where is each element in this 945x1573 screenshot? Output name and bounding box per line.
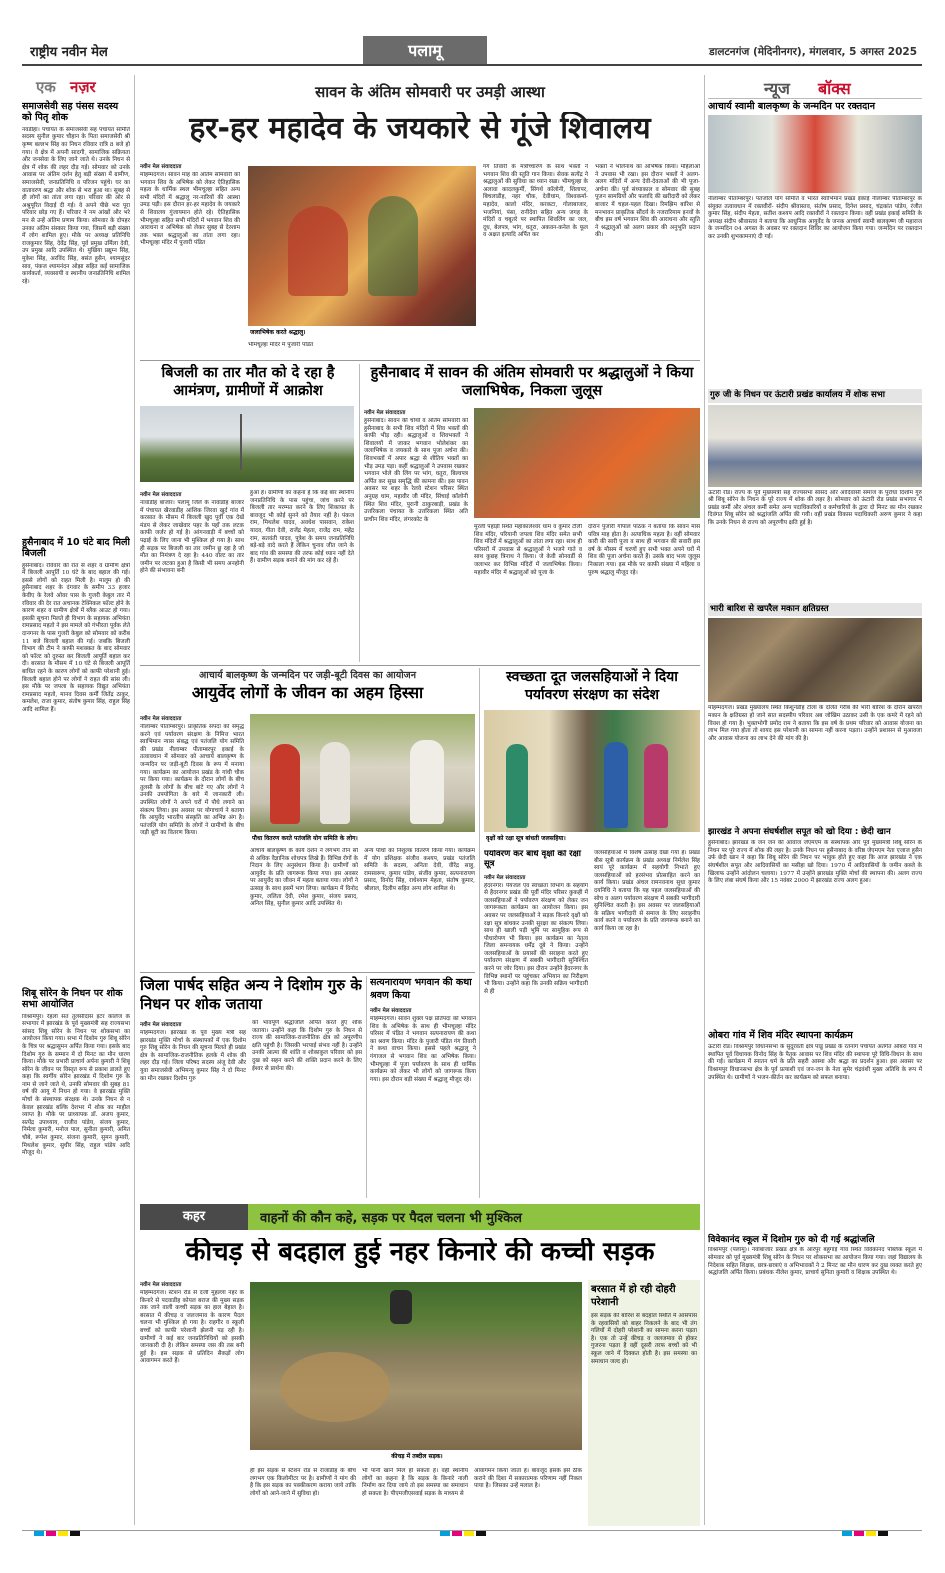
masthead (22, 36, 922, 66)
registration-marks-right (842, 1530, 902, 1536)
zila-headline: जिला पार्षद सहित अन्य ने दिशोम गुरु के निधन पर शोक जताया (140, 976, 362, 1013)
sidebar-title: बरसात में हो रही दोहरी परेशानी (591, 1284, 676, 1308)
nahar-photo (250, 1282, 582, 1450)
swachhta-story (484, 668, 700, 1198)
swachhta-subhead: पर्यावरण कर बांधे वृक्षों को रक्षा सूत्र (484, 850, 581, 869)
bijli-headline: बिजली का तार मौत को दे रहा है आमंत्रण, ग्रामीणों में आक्रोश (161, 365, 335, 399)
news-box-header (708, 75, 922, 99)
registration-marks-left (34, 1530, 94, 1536)
story-body: मोहम्मदगंज। प्रखंड मुख्यालय स्थित किशुनडीह टोला के दलित गरीब की भारी बारिश के दौरान खपरैल मकान के क्षतिग्रस्त हो जाने सात सदस्यीय परिवार अब जोखिम उठाकर उसी के एक कमरे में रहने को विवश हो गया है। भुक्तभोगी प्रमोद राम ने बताया कि इस वर्ष के प्रथम परिवार को आवास योजना का लाभ मिल गया होता तो शायद इस परेशानी का सामना नहीं करना पड़ता। उन्होंने प्रशासन से मुआवजा और आवास योजना का लाभ देने की मांग की है। (708, 705, 922, 742)
ayurved-kicker: आचार्य बालकृष्ण के जन्मदिन पर जड़ी-बूटी दिवस का आयोजन (198, 670, 416, 681)
story-body: ऊंटारी रोड। राज्य के पूर्व मुख्यमंत्री सह राज्यसभा सांसद और आदिवासी समाज के पुरोधा दिशोम गुरु श्री शिबू सोरेन के निधन के पूरे राज्य में शोक की लहर है। सोमवार को ऊंटारी रोड प्रखंड सभागार में प्रखंड कर्मी और अंचल कर्मी समेत अन्य पदाधिकारियों व कर्मचारियों के द्वारा दो मिनट का मौन रखकर दिवंगत शिबू सोरेन को श्रद्धांजलि अर्पित की गयी। वहीं प्रखंड विकास पदाधिकारी अरुण कुमार ने कहा कि उनके निधन से राज्य को अपूरणीय क्षति हुई है। (708, 489, 922, 527)
byline: नवीन मेल संवाददाता (484, 874, 526, 881)
husainabad-story (364, 364, 700, 662)
story-body: हुसैनाबाद। रविवार की रात से शहर व ग्रामीण क्षेत्रों में बिजली आपूर्ति 10 घंटे के बाद बहाल की गई। इससे लोगों को राहत मिली है। मालूम हो की हुसैनाबाद शहर के दंगवार के समीप 33 हजार केवीए के रेलवे ओवर पास के गुजरी केबुल तार में रविवार की देर रात अचानक टेक्निकल फॉल्ट होने के कारण शहर व ग्रामीण क्षेत्रों में ब्लैक आउट हो गया। इसकी सूचना मिलते ही विभाग के सहायक अभियंता रामप्रसाद महतो ने इस मामले को गंभीरता पूर्वक लेते दानगनर के पास गुजरी केबुल को सोमवार को करीब 11 बजे बिजली बहाल की गई। जबकि बिजली विभाग की टीम ने काफी मशक्कत के बाद सोमवार को फॉल्ट को दुरुस्त कर बिजली आपूर्ति बहाल कर दी। बरसात के मौसम में 10 घंटे से बिजली आपूर्ति बाधित रहने के कारण लोगों को काफी परेशानी हुई। बिजली बहाल होने पर लोगों ने राहत की सांस ली। इस मौके पर जपला के सहायक विद्युत अभियंता रामप्रसाद महतो, मानव दिवस कर्मी जितेंद्र ठाकुर, कमलेश, राजा कुमार, संतोष कुमार सिंह, राहुल सिंह आदि शामिल हैं। (22, 562, 130, 713)
photo-caption: पौधा वितरण करते पतंजलि योग समिति के लोग। (252, 835, 358, 842)
section-title: पलामू (408, 41, 442, 60)
nahar-sidebar (588, 1280, 700, 1526)
divider (140, 972, 475, 973)
sidebar-body: इस सड़क की बारिश से बदहाल स्थिति में आसपास के रहवासियों को बाहर निकलने के बाद भी तंग गलियों में दोहरी परेशानी का सामना करना पड़ता है। एक तो उन्हें कीचड़ व जलजमाव से होकर गुजरना पड़ता है वहीं दूसरी तरफ बच्चों को भी स्कूल जाने में दिक्कत होती है। इस समस्या का समाधान जल्द हो। (591, 1313, 697, 1365)
registration-swatch (476, 1530, 486, 1536)
story-title: झारखंड ने अपना संघर्षशील सपूत को खो दिया : छेदी खान (708, 827, 891, 838)
registration-swatch (464, 1530, 474, 1536)
swachhta-photo (484, 710, 700, 832)
ayurved-col1: नीलाम्बर पीताम्बरपुर। प्राकृतिक संपदा को समृद्ध करने एवं पर्यावरण संरक्षण के निमित्त भारत स्वाभिमान न्यास संबद्ध एवं पतंजलि योग समिति की प्रखंड नीलाम्बर पीताम्बरपुर इकाई के तत्वावधान में सोमवार को आचार्य बालकृष्ण के जन्मदिन पर जड़ी-बूटी दिवस के रूप में मनाया गया। कार्यक्रम का आयोजन प्रखंड के गांधी चौक पर किया गया। कार्यक्रम के दौरान लोगों के बीच तुलसी के लोगों के बीच बांटे गए और लोगों ने उनकी उपयोगिता के बारे में जानकारी ली। उपस्थित लोगों ने अपने घरों में पौधे लगाने का संकल्प लिया। इस अवसर पर योगाचार्य ने बताया कि आयुर्वेद भारतीय संस्कृति का अभिन्न अंग है। पतंजलि योग समिति के लोगों ने ग्रामीणों के बीच जड़ी बूटी का वितरण किया। (140, 724, 244, 837)
story-title: भारी बारिश से खपरैल मकान क्षतिग्रस्त (708, 603, 922, 617)
swachhta-col1: हैदरनगर। पेयजल एवं स्वच्छता विभाग के सहयोग से हैदरनगर प्रखंड की पूर्वी मंदिर परिसर कुकही में जलसहियाओं ने पर्यावरण संरक्षण को लेकर जन जागरूकता कार्यक्रम का आयोजन किया। इस अवसर पर जलसहियाओं ने सड़क किनारे वृक्षों को रक्षा सूत्र बांधकर उनकी सुरक्षा का संकल्प लिया। साथ ही खाली पड़ी भूमि पर सामूहिक रूप से पौधारोपण भी किया। इस कार्यक्रम का नेतृत्व जिला समन्वयक धर्मेंद्र दूबे ने किया। उन्होंने जलसहियाओं के प्रयासों की सराहना करते हुए पर्यावरण संरक्षण में सबकी भागीदारी सुनिश्चित करने पर जोर दिया। इस दौरान उन्होंने हैदरनगर के विभिन्न स्थानों पर पहुंचकर अभियान का निरीक्षण भी किया। उन्होंने कहा कि उनकी सक्रिय भागीदारी से ही (484, 882, 588, 995)
nahar-headline: कीचड़ से बदहाल हुई नहर किनारे की कच्ची सड़क (185, 1238, 655, 1267)
column-divider (134, 75, 135, 1525)
ayurved-story (140, 668, 475, 970)
bijli-story (140, 364, 356, 662)
husainabad-headline: हुसैनाबाद में सावन की अंतिम सोमवारी पर श्रद्धालुओं ने किया जलाभिषेक, निकला जुलूस (370, 365, 694, 399)
column-divider (359, 364, 360, 662)
blood-donation-photo (708, 115, 922, 193)
nahar-col2: ही इस सड़क से स्टेशन रोड से राजाडीह के बीच लगभग एक किलोमीटर पर है। ग्रामीणों ने मांग की है कि इस सड़क का पक्कीकरण कराया जाये ताकि लोगों को आने-जाने में सुविधा हो। (250, 1468, 356, 1497)
kicker-place: कहर (182, 1209, 206, 1224)
story-body: ऊंटारी रोड। विश्रामपुर विधानसभा के सुदूरवर्ती क्षेत्र पांडु प्रखंड के रतनाग पंचायत अंतर्गत ओबरा गांव में स्थापित पूर्व विधायक विनोद सिंह के पैतृक आवास पर शिव मंदिर की स्थापना पूरे विधि-विधान के साथ की गई। कार्यक्रम में स्नातन धर्म के प्रति सहरी आस्था और श्रद्धा का प्रदर्शन हुआ। इस अवसर पर विश्रामपुर विधानसभा क्षेत्र के पूर्व प्रत्याशी एवं जन-जन के नेता सुमेर चंद्रवंशी मुख्य अतिथि के रूप में उपस्थित थे। ग्रामीणों ने भजन-कीर्तन कर कार्यक्रम को सफल बनाया। (708, 1044, 922, 1081)
lead-kicker: सावन के अंतिम सोमवारी पर उमड़ी आस्था (315, 83, 545, 101)
swachhta-headline: स्वच्छता दूत जलसहियाओं ने दिया पर्यावरण संरक्षण का संदेश (506, 669, 678, 703)
story-title: गुरु जी के निधन पर ऊंटारी प्रखंड कार्यालय में शोक सभा (708, 389, 922, 403)
husainabad-col1: हुसैनाबाद। सावन की चौथी व अंतिम सोमवारी को हुसैनाबाद के सभी शिव मंदिरों में शिव भक्तों की काफी भीड़ रही। श्रद्धालुओं व शिवभक्तों ने शिवालयों में जाकर भगवान भोलेशंकर का जलाभिषेक व जयकारे के साथ पूजा अर्चना की। शिवभक्तों में अपार श्रद्धा से शीतिय भक्तों का भीड़ उमड़ पड़ा। कहीं श्रद्धालुओं ने उपवास रखकर भगवान भोले की लिंग पर भांग, धतूरा, बिल्वपत्र अर्पित कर सुख समृद्धि की कामना की। इस पावन अवसर पर शहर के रेलवे स्टेशन परिसर स्थित अनुग्रह धाम, महावीर जी मंदिर, सिंचाई कॉलोनी स्थित शिव मंदिर, पुरानी ठाकुरबाड़ी, प्रखंड के उत्तरिकला पंचायत के उत्तरिकला स्थित अति प्राचीन शिव मंदिर, लंगरकोट के (364, 418, 468, 523)
story-body: नीलाम्बर पीताम्बरपुर। पतंजलि योग समिति व भारत स्वाभिमान प्रखंड इकाई नीलाम्बर पीताम्बरपुर के संयुक्त तत्वावधान में रक्तवीरों- संदीप श्रीवास्तव, संतोष प्रसाद, दिनेश प्रसाद, चंद्रकांत पांडेय, रंजीत कुमार सिंह, संदीप मेहता, सतीश कश्यप आदि रक्तवीरों ने रक्तदान किया। वहीं प्रखंड इकाई समिति के अध्यक्ष संदीप श्रीवास्तव ने बताया कि आधुनिक आयुर्वेद के जनक आचार्य स्वामी बालकृष्ण जी महाराज के जन्मदिन 04 अगस्त के अवसर पर रक्तदान शिविर का आयोजन किया गया। जन्मदिन पर रक्तदान कर उनकी शुभकामनाएं दी गईं। (708, 195, 922, 240)
nahar-col4: आवागमन किया जाता है। बावजूद इसके इसे ठीक कराने की दिशा में सकारात्मक परिणाम नहीं निकल पाया है। जिसका उन्हें मलाल है। (474, 1468, 582, 1490)
zila-col1: मोहम्मदगंज। झारखंड के पूर्व मुख्य मंत्री सह झारखंड मुक्ति मोर्चा के संस्थापकों में एक दिशोम गुरु शिबू सोरेन के निधन की सूचना मिलते ही प्रखंड क्षेत्र के सामाजिक-राजनीतिक हलके में शोक की लहर दौड़ गई। जिला परिषद सदस्य अंजू देवी और युवा समाजसेवी अभिमन्यु कुमार सिंह ने दो मिनट का मौन रखकर दिशोम गुरु (140, 1030, 246, 1082)
story-body: हुसैनाबाद। झारखंड के जन जन की आवाज जेएमएम के संस्थापक और पूर्व मुख्यमंत्री शिबू सोरेन के निधन पर पूरे राज्य में शोक की लहर है। उनके निधन पर हुसैनाबाद के वरिष्ठ जेएमएम नेता एजाज हुसैन उर्फ छेदी खान ने कहा कि शिबू सोरेन की निधन पर भावुक होते हुए कहा कि आज झारखंड ने एक संघर्षशील सपूत और आदिवासियों का मसीहा खो दिया। 1970 में आदिवासियों के जमीन कब्जे के खिलाफ उन्होंने आंदोलन चलाया। 1977 में उन्होंने झारखंड मुक्ति मोर्चा की स्थापना की। अलग राज्य के लिए लंबा संघर्ष किया और 15 नवंबर 2000 में झारखंड राज्य अलग हुआ। (708, 840, 922, 885)
lead-col1-cont: भीमचूल्हा मंदिर में पुजारी पंडित (248, 342, 314, 348)
news-label: न्यूज (764, 79, 790, 98)
column-divider (366, 976, 367, 1198)
husainabad-col2: मुरली पहाड़ी स्थित महाकालेश्वर धाम व कुमार टोली शिव मंदिर, परियानी जपला शिव मंदिर समेत सभी शिव मंदिरों में श्रद्धालुओं का तांता लगा रहा। साथ ही परिसरों में उपवास से श्रद्धालुओं ने भजने गाते व साथ कुछह त्रिनाथ ने किया। जे केवी सोनवर्डी से जलाभर कर विभिन्न मंदिरों में जलाभिषेक किया। महावीर मंदिर में श्रद्धालुओं को पूजा के (474, 524, 582, 576)
photo-caption: वृक्षों को रक्षा सूत्र बांधती जलसहिया। (486, 835, 566, 842)
lead-col2: गंग तिवारी के मंत्रोच्चारण के साथ भक्तों ने भगवान शिव की स्तुति गान किया। सेवक सत्येंद्र ने श्रद्धालुओं की सुविधा का ध्यान रखा। भीमचूल्हा के अलावा कादलकुर्मी, सिंगर्थ कॉलोनी, शिलापर, बिचलाडीह, नहर चौक, देवीधाम, विश्वकर्मा-महादेव, कालो मंदिर, करकटा, गोलाबाजार, भजनियां, पंसा, रानीदेवा सहित अन्य जगह के मंदिरों व चबूतरे पर स्थापित शिवलिंग का जल, दूध, बेलपत्र, भांग, धतूरा, अकवन-कनेल के फूल व अक्षत इत्यादि अर्पित कर (483, 164, 588, 239)
story-title: विवेकानंद स्कूल में दिशोम गुरु को दी गई श्रद्धांजलि (708, 1235, 875, 1246)
byline: नवीन मेल संवाददाता (140, 1022, 182, 1028)
story-title: शिबू सोरेन के निधन पर शोक सभा आयोजित (22, 987, 123, 1010)
nahar-story (140, 1280, 700, 1528)
story-body: विश्रामपुर। रेहला संत तुलसीदास इंटर कॉलेज के सभागार में झारखंड के पूर्व मुख्यमंत्री सह राज्यसभा सांसद शिबू सोरेन के निधन पर शोकसभा का आयोजन किया गया। सभा में दिशोम गुरु शिबू सोरेन के चित्र पर श्रद्धासुमन अर्पित किया गया। इसके बाद दिशोम गुरु के सम्मान में दो मिनट का मौन धारण किया। मौके पर प्रभारी प्राचार्य अर्पना कुमारी ने शिबू सोरेन के जीवन पर विस्तृत रूप से प्रकाश डालते हुए कहा कि स्वर्गीय सोरेन झारखंड में दिशोम गुरु के नाम से जाने जाते थे, उनकी सोमवार की सुबह 81 वर्ष की आयु में निधन हो गया। वे झारखंड मुक्ति मोर्चा के संस्थापक संरक्षक थे। उनके निधन से न केवल झारखंड बल्कि देशभर में शोक का माहौल व्याप्त है। मौके पर प्राध्यापक डॉ. अजय कुमार, सत्येंद्र उपाध्याय, राजीव पांडेय, संजय कुमार, निर्मला कुमारी, मनोज पाल, सुनीता कुमारी, अमित चौबे, रूपेश कुमार, संजना कुमारी, सुमन कुमारी, मिथलेश कुमार, सुधीर सिंह, राहुल पांडेय आदि मौजूद थे। (22, 1013, 130, 1157)
byline: नवीन मेल संवाददाता (140, 492, 182, 498)
nahar-col3: भी पानी खाने मिल हो सकता है। वहीं स्थानीय लोगों का कहना है कि सड़क के किनारे नाली निर्माण कर दिया जाये तो इस समस्या का समाधान हो सकता है। पीएमजीएसवाई सड़क के माध्यम से (362, 1468, 468, 1497)
registration-swatch (34, 1530, 44, 1536)
nahar-col1: मोहम्मदगंज। स्टेशन रोड से दर्जी मुहल्ला नहर के किनारे से पदवाडीह कोयल बराज की मुख्य सड़क तक जाने वाली कच्ची सड़क का हाल बेहाल है। बरसात में कीचड़ व जलजमाव के कारण पैदल चलना भी मुश्किल हो गया है। राहगीर व स्कूली बच्चों को काफी परेशानी झेलनी पड़ रही है। ग्रामीणों ने कई बार जनप्रतिनिधियों को इसकी जानकारी दी है। लेकिन समस्या जस की तस बनी हुई है। इस सड़क से प्रतिदिन सैकड़ों लोग आवागमन करते हैं। (140, 1290, 244, 1365)
lead-col1: मोहम्मदगंज। सावन माह की अंतिम सोमवारी को भगवान शिव के अभिषेक को लेकर ऐतिहासिक महत्व के धार्मिक स्थल भीमचूल्हा सहित अन्य सभी मंदिरों में श्रद्धालु नर-नारियों की आस्था उमड़ पड़ी। इस दौरान हर-हर महादेव के जयकारे से शिवालय गुंजायमान होते रहे। ऐतिहासिक भीमचूल्हा सहित सभी मंदिरों में भगवान शिव की आराधना व अभिषेक को लेकर सुबह से देरशाम तक भक्त श्रद्धालुओं का तांता लगा रहा। भीमचूल्हा मंदिर में पुजारी पंडित (140, 172, 240, 247)
registration-swatch (46, 1530, 56, 1536)
divider (140, 665, 700, 666)
zila-col2: को भावपूर्ण श्रद्धांजलि अर्पित करते हुए शोक जताया। उन्होंने कहा कि दिशोम गुरु के निधन से राज्य की सामाजिक-राजनीतिक क्षेत्र को अपूरणीय क्षति पहुंची है। जिसकी भरपाई संभव नहीं है। उन्होंने उनकी आत्मा की शांति व शोकाकुल परिवार को इस दुख को सहन करने की शक्ति प्रदान करने के लिए ईश्वर से प्रार्थना की। (252, 1020, 362, 1072)
registration-marks-center (440, 1530, 500, 1536)
paper-name: राष्ट्रीय नवीन मेल (30, 45, 108, 60)
right-column (708, 75, 922, 1525)
registration-swatch (854, 1530, 864, 1536)
kicker-place-tab (140, 1204, 248, 1230)
swachhta-col2: जलसहियाओं में विशेष उत्साह देखा गया है। प्रखंड बीस सूत्री कार्यक्रम के प्रखंड अध्यक्ष निर्मलेश सिंह स्वयं पूरे कार्यक्रम में सहयोगी निभाते हुए जलसहियाओं को हरसंभव प्रोत्साहित करने का कार्य किया। प्रखंड अंचल रामनवनाथ सुधा कुमार दयनिधि ने बताया कि यह पहल जलसहियाओं की सोच व अलग पर्यावरण संरक्षण में सबकी भागीदारी सुनिश्चित करती है। इस अवसर पर जलसहियाओं के सक्रिय भागीदारी से समाज के लिए सराहनीय कार्य करने व पर्यावरण के प्रति जागरूक बनाने का कार्य किया जा रहा है। (594, 850, 700, 932)
column-divider (704, 75, 705, 1525)
byline: नवीन मेल संवाददाता (364, 410, 406, 416)
story-title: ओबरा गांव में शिव मंदिर स्थापना कार्यक्रम (708, 1030, 853, 1042)
divider (140, 360, 700, 361)
satyanarayan-story (370, 976, 476, 1198)
husainabad-col3: दौरान पुजारी गोपाल पाठक ने बताया कि सावन मास पवित्र माह होता है। अत्याधिक महत्व है। वहीं सोमवार कारी की सारी पूजा व साथ ही भगवान की सवारी इस वर्ष के मौसम में चरणों हुए सभी भक्त अपने घरों में शिव की पूजा अर्चना करते हैं। उसके बाद भव्य जुलूस निकाला गया। इस मौके पर काफी संख्या में महिला व पुरुष श्रद्धालु मौजूद रहे। (588, 524, 700, 576)
lead-photo (248, 166, 476, 326)
ek-nazar-header (22, 75, 130, 99)
lead-headline: हर-हर महादेव के जयकारे से गूंजे शिवालय (189, 112, 651, 146)
lead-col3: भक्तों ने भोलेनाथ का अभिषेक किया। महिलाओं ने उपवास भी रखा। इस दौरान भक्तों ने अलग-अलग मंदिरों में अन्य देवी-देवताओं की भी पूजा-अर्चना की। पूर्व संध्याकाल व सोमवार की सुबह पूजन सामग्रियों और फलादि की खरीदारी को लेकर बाजार में चहल-पहल दिखा। रिमझिम बारिश से मनभावन प्राकृतिक सौंदर्य के नजरारिमाम इनवों के बीच इस वर्ष भगवान शिव की आराधना और स्तुति ने श्रद्धालुओं को अलग प्रकार की अनुभूति प्रदान की। (595, 164, 700, 239)
ek-label: एक (36, 78, 56, 96)
satyanarayan-body: मोहम्मदगंज। सावन शुक्ल पक्ष प्रतिपदा को भगवान शिव के अभिषेक के साथ ही भीमचूल्हा मंदिर परिसर में पंडित ने भगवान सत्यनारायण की कथा का श्रवण किया। मंदिर के पुजारी पंडित गंग तिवारी ने कथा वाचन किया। इससे पहले श्रद्धालु ने गंगाजल से भगवान शिव का अभिषेक किया। भीमचूल्हा में पूजा पर्यावरण के साथ ही धार्मिक कार्यक्रम को लेकर भी लोगों को जागरूक किया गया। इस दौरान बड़ी संख्या में श्रद्धालु मौजूद रहे। (370, 1016, 476, 1083)
bijli-photo (140, 406, 354, 482)
story-title: आचार्य स्वामी बालकृष्ण के जन्मदिन पर रक्तदान (708, 101, 875, 112)
left-column (22, 75, 130, 1525)
byline: नवीन मेल संवाददाता (140, 164, 182, 170)
footer-bar (22, 1530, 922, 1542)
column-divider (479, 668, 480, 1198)
registration-swatch (452, 1530, 462, 1536)
byline: नवीन मेल संवाददाता (140, 716, 182, 722)
byline: नवीन मेल संवाददाता (140, 1282, 182, 1288)
registration-swatch (842, 1530, 852, 1536)
bijli-col2: हुआ है। ग्रामीणों का कहना है कि कई बार स्थानीय जनप्रतिनिधि के पास पहुंचा, जांच करने पर बिजली तार मरम्मत करने के लिए शिकायत के बावजूद भी कोई सुनने को तैयार नहीं है। पंकज राम, मिथलेश यादव, अवधेश पासवान, राकेश यादव, गीता देवी, राजेंद्र मेहता, राजेंद्र राम, महेंद्र राम, सतवंती यादव, पुत्रेश के समय जनप्रतिनिधि बड़े-बड़े वादे करते हैं लेकिन चुनाव जीत जाने के बाद गांव की समस्या की तरफ कोई ध्यान नहीं देते हैं। ग्रामीण सड़क बनाने की मांग कर रहे हैं। (250, 490, 354, 565)
ayurved-col3: अन्य पौधों का निशुल्क वितरण किया गया। कार्यक्रम में योग प्रशिक्षक संजीव कश्यप, प्रखंड पतंजलि समिति के सदस्य, अनिता देवी, वीरेंद्र साहु, रामस्वरूप, कुमार पांडेय, संजीव कुमार, सत्यनारायण प्रसाद, विनोद सिंह, राधेश्याम मेहता, संतोष कुमार, श्रीलाल, दिलीप सहित अन्य लोग शामिल थे। (364, 848, 475, 892)
nahar-kicker-bar (140, 1204, 700, 1230)
nazar-label: नज़र (70, 78, 96, 96)
box-label: बॉक्स (818, 79, 851, 98)
story-body: विश्रामपुर (पलामू)। नवाबाजार प्रखंड क्षेत्र के आरपुर बहुगाई गांव स्थित विवेकानंद पब्लिक स्कूल में सोमवार को पूर्व मुख्यमंत्री शिबू सोरेन के निधन पर शोकसभा का आयोजन किया गया। जहां विद्यालय के निदेशक सहित शिक्षक, छात्र-छात्राएं व अभिभावकों ने 2 मिनट का मौन धारण कर दुख व्यक्त करते हुए श्रद्धांजलि अर्पित किया। प्रबंधक नीलेश कुमार, प्राचार्य सुनिता कुमारी व शिक्षक उपस्थित थे। (708, 1247, 922, 1277)
zila-story (140, 976, 362, 1198)
satyanarayan-headline: सत्यनारायण भगवान की कथा श्रवण किया (370, 977, 472, 1001)
photo-caption: जलाभिषेक करते श्रद्धालु। (250, 329, 306, 336)
shok-sabha-photo (708, 405, 922, 487)
story-title: समाजसेवी सह पंसस सदस्य को पितृ शोक (22, 101, 119, 123)
story-body: नवडीहा। पंचायत के समाजसेवी सह पंचायत समिति सदस्य सुनील कुमार चौहान के पिता समाजसेवी श्री कृष्ण बल्लभ सिंह का निधन रविवार रात्रि 8 बजे हो गया। वे क्षेत्र में अपनी सादगी, सामाजिक सक्रियता और जनसेवा के लिए जाने जाते थे। उनके निधन से क्षेत्र में शोक की लहर दौड़ गई। सोमवार को उनके आवास पर अंतिम दर्शन हेतु बड़ी संख्या में ग्रामीण, समाजसेवी, जनप्रतिनिधि व परिजन पहुंचे। घर का वातावरण श्रद्धा और शोक से भरा हुआ था। सुबह से ही लोगों का तांता लगा रहा। परिवार की ओर से अश्रुपूरित विदाई दी गई। वे अपने पीछे भरा पूरा परिवार छोड़ गए हैं। परिवार ने नम आंखों और भरे मन से उन्हें अंतिम प्रणाम किया। सोमवार के दोपहर उनका अंतिम संस्कार किया गया, जिसमें बड़ी संख्या में लोग शामिल हुए। मौके पर अध्यक्ष प्रतिनिधि राजकुमार सिंह, देवेंद्र सिंह, पूर्व प्रमुख उर्मिला देवी, उप प्रमुख आदि उपस्थित थे। मुखिया प्रद्युम्न सिंह, मुकेश सिंह, अरविंद सिंह, बसंत हुसैन, श्यामसुंदर साव, पंकज श्यामनंदन ओझा सहित कई सामाजिक कार्यकर्ता, व्यवसायी व स्थानीय जनप्रतिनिधि शामिल रहे। (22, 126, 130, 285)
ayurved-photo (250, 714, 475, 832)
nahar-kicker: वाहनों की कौन कहे, सड़क पर पैदल चलना भी मुश्किल (260, 1211, 522, 1226)
section-tab (363, 36, 487, 66)
dateline: डालटनगंज (मेदिनीनगर), मंगलवार, 5 अगस्त 2025 (709, 46, 917, 58)
ayurved-headline: आयुर्वेद लोगों के जीवन का अहम हिस्सा (191, 684, 424, 702)
byline: नवीन मेल संवाददाता (370, 1008, 412, 1014)
story-title: हुसैनाबाद में 10 घंटे बाद मिली बिजली (22, 536, 130, 559)
registration-swatch (70, 1530, 80, 1536)
photo-caption: कीचड़ में तब्दील सड़क। (391, 1453, 443, 1460)
damaged-house-photo (708, 618, 922, 702)
registration-swatch (878, 1530, 888, 1536)
bijli-col1: नावाडीह बाजार। पलामू जिले के नावाडीह बाजार में पंचायत खैरवाडीह आंशिक जिरवा खुर्द गांव में करसात के मौसम में बिजली खुद पूर्वी एक देखें मंडप से लेकर जाखेवार पहर के पहाँ तक लटक काफी जर्जर हो गई है। आंगनवाड़ी में बच्चों को पढ़ाई के लिए जाना भी मुश्किल हो गया है। साथ ही सड़क पर बिजली का तार जमीन छू रहा है जो मौत का निमंत्रण दे रहा है। 440 वोल्ट का तार जमीन पर लटका हुआ है किसी भी समय अनहोनी होने की संभावना बनी (140, 500, 244, 575)
husainabad-photo (474, 408, 700, 518)
ayurved-col2: आचार्य बालकृष्ण के कार्य दर्शन ने लगभग तीन सौ से अधिक वैज्ञानिक शोधपत्र लिखे हैं। विभिन्न रोगों के निदान के लिए अनुसंधान किया है। ग्रामीणों को आयुर्वेद के प्रति जागरूक किया गया। इस अवसर पर आयुर्वेद का जीवन में महत्व बताया गया। लोगों ने उत्साह के साथ इसमें भाग लिया। कार्यक्रम में विनोद कुमार, ललिता देवी, रमेश कुमार, संजय प्रसाद, अनिल सिंह, सुनील कुमार आदि उपस्थित थे। (250, 848, 358, 908)
registration-swatch (58, 1530, 68, 1536)
registration-swatch (866, 1530, 876, 1536)
lead-story (140, 162, 700, 358)
registration-swatch (440, 1530, 450, 1536)
